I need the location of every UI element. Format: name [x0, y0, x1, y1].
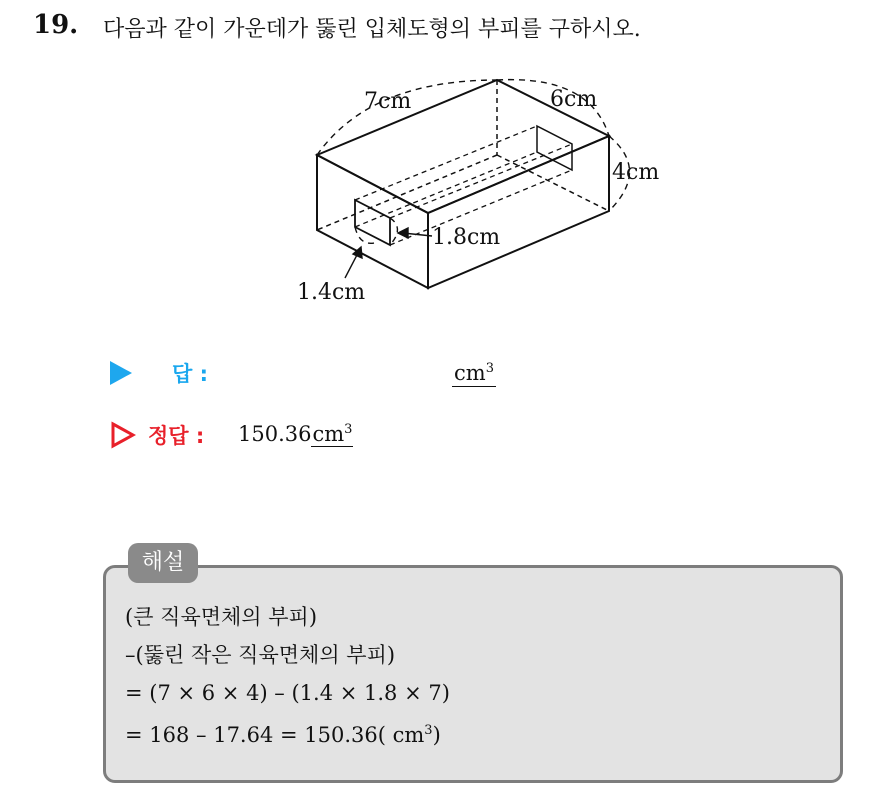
label-height: 4cm	[612, 160, 660, 185]
box-figure	[280, 65, 680, 315]
answer-label: 답 :	[172, 362, 208, 386]
box-front-face	[317, 155, 428, 288]
correct-unit-exp: 3	[344, 422, 353, 437]
solution-lines	[125, 598, 450, 754]
dimension-arrows	[345, 228, 432, 278]
correct-unit-text: cm	[312, 422, 345, 446]
correct-label: 정답 :	[148, 424, 205, 448]
answer-unit-exp: 3	[485, 361, 494, 376]
solution-line-1: (큰 직육면체의 부피)	[125, 605, 318, 629]
question-text: 다음과 같이 가운데가 뚫린 입체도형의 부피를 구하시오.	[103, 17, 641, 42]
correct-answer-row	[110, 418, 530, 452]
solution-line-4-close: )	[432, 723, 441, 747]
answer-unit	[452, 356, 496, 387]
play-triangle-icon	[110, 361, 132, 385]
label-width: 6cm	[550, 87, 598, 112]
solution-line-2: –(뚫린 작은 직육면체의 부피)	[125, 643, 396, 667]
solution-line-4-main: = 168 – 17.64 = 150.36( cm	[125, 723, 425, 747]
label-hole-height: 1.8cm	[432, 225, 501, 250]
label-hole-width: 1.4cm	[297, 280, 366, 305]
solution-tab: 해설	[128, 543, 198, 583]
outline-triangle-icon	[110, 421, 136, 449]
answer-unit-text: cm	[454, 361, 486, 385]
label-length: 7cm	[364, 89, 412, 114]
correct-unit	[311, 422, 353, 447]
solution-line-3: = (7 × 6 × 4) – (1.4 × 1.8 × 7)	[125, 681, 450, 705]
solution-line-4	[125, 712, 450, 754]
correct-value-group	[238, 422, 353, 446]
answer-row	[110, 356, 530, 390]
question-number: 19.	[33, 10, 79, 40]
correct-value: 150.36	[238, 422, 312, 446]
solution-line-4-exp: 3	[424, 723, 433, 738]
